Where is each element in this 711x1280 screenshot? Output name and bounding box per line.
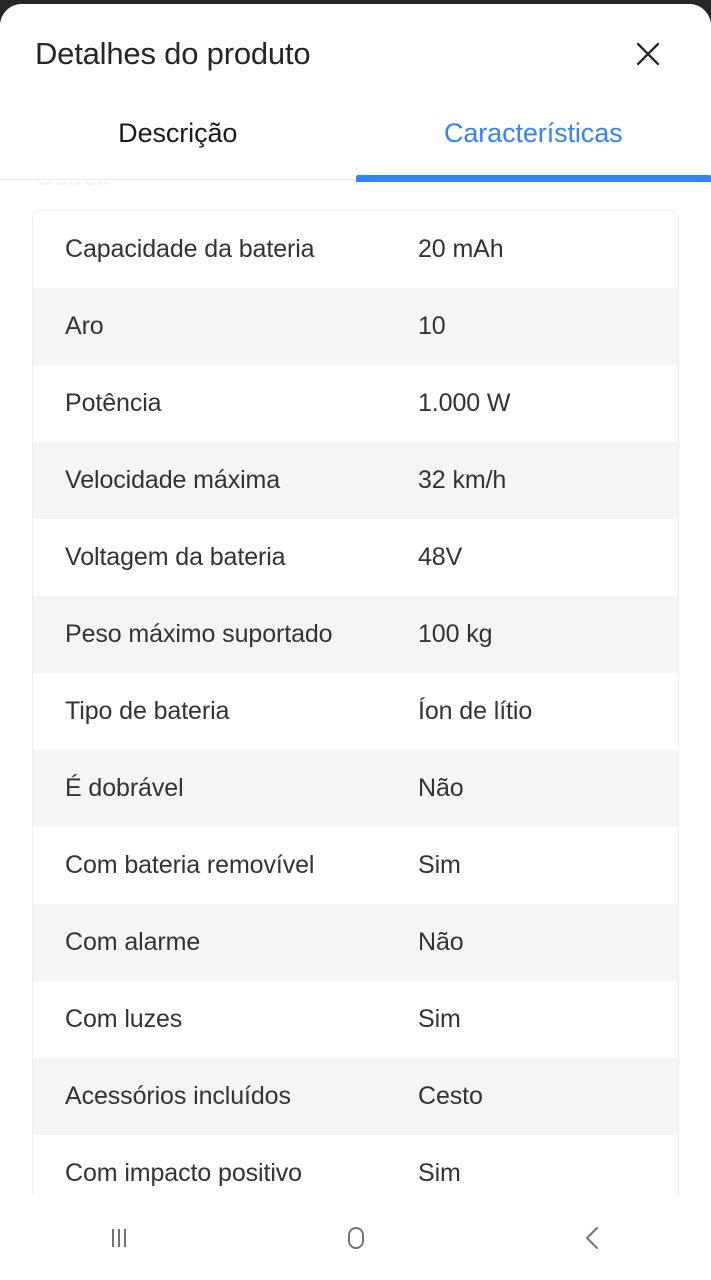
home-button[interactable] <box>237 1195 474 1280</box>
table-row <box>33 827 678 904</box>
spec-value: 32 km/h <box>418 466 507 494</box>
table-row <box>33 365 678 442</box>
table-row <box>33 904 678 981</box>
table-row <box>33 981 678 1058</box>
spec-key: Com alarme <box>65 928 201 956</box>
table-row <box>33 596 678 673</box>
spec-value: Sim <box>418 851 461 879</box>
sheet-scroll-body[interactable] <box>0 182 711 1195</box>
spec-key: Capacidade da bateria <box>65 235 315 263</box>
home-icon <box>336 1218 376 1258</box>
table-row <box>33 750 678 827</box>
spec-key: Tipo de bateria <box>65 697 230 725</box>
spec-value: Não <box>418 928 464 956</box>
spec-key: Com luzes <box>65 1005 183 1033</box>
spec-value: 10 <box>418 312 446 340</box>
table-row <box>33 519 678 596</box>
tab-caracteristicas[interactable] <box>356 104 711 182</box>
tab-active-underline <box>356 175 711 182</box>
table-row <box>33 1135 678 1195</box>
spec-value: 48V <box>418 543 463 571</box>
spec-key: Voltagem da bateria <box>65 543 286 571</box>
tab-bar <box>0 104 711 182</box>
spec-key: Peso máximo suportado <box>65 620 333 648</box>
tab-caracteristicas-label: Características <box>443 118 623 148</box>
spec-value: Não <box>418 774 464 802</box>
spec-value: 100 kg <box>418 620 493 648</box>
spec-value: 1.000 W <box>418 389 511 417</box>
spec-value: 20 mAh <box>418 235 504 263</box>
specifications-card <box>32 210 679 1195</box>
table-row <box>33 1058 678 1135</box>
table-row <box>33 211 678 288</box>
table-row <box>33 673 678 750</box>
recents-icon <box>99 1218 139 1258</box>
spec-value: Sim <box>418 1005 461 1033</box>
sheet-header <box>0 4 711 104</box>
back-icon <box>573 1218 613 1258</box>
tab-descricao-label: Descrição <box>118 118 238 148</box>
close-button[interactable] <box>624 30 672 78</box>
back-button[interactable] <box>474 1195 711 1280</box>
spec-key: É dobrável <box>65 774 184 802</box>
spec-value: Cesto <box>418 1082 483 1110</box>
spec-value: Sim <box>418 1159 461 1187</box>
spec-value: Íon de lítio <box>418 697 533 725</box>
spec-key: Aro <box>65 312 104 340</box>
page-title: Detalhes do produto <box>35 36 311 72</box>
table-row <box>33 442 678 519</box>
android-navigation-bar <box>0 1195 711 1280</box>
recents-button[interactable] <box>0 1195 237 1280</box>
spec-key: Potência <box>65 389 162 417</box>
product-details-sheet <box>0 4 711 1195</box>
spec-key: Acessórios incluídos <box>65 1082 291 1110</box>
close-icon <box>631 37 665 71</box>
spec-key: Velocidade máxima <box>65 466 281 494</box>
table-row <box>33 288 678 365</box>
tab-descricao[interactable] <box>0 104 356 182</box>
spec-key: Com bateria removível <box>65 851 315 879</box>
spec-key: Com impacto positivo <box>65 1159 302 1187</box>
